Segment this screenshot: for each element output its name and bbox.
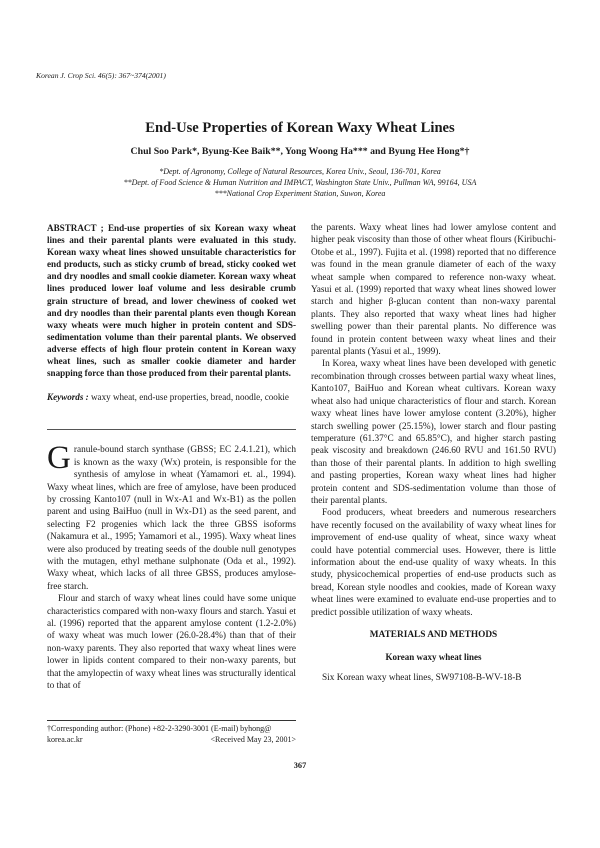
journal-citation: Korean J. Crop Sci. 46(5): 367~374(2001) xyxy=(36,71,166,80)
keywords-text: waxy wheat, end-use properties, bread, noodle, cookie xyxy=(90,392,289,403)
paper-title: End-Use Properties of Korean Waxy Wheat Lines xyxy=(145,120,455,136)
section-heading: MATERIALS AND METHODS xyxy=(369,630,498,640)
corresponding-footnote xyxy=(47,720,296,745)
affiliation-3: ***National Crop Experiment Station, Suwon, Korea xyxy=(214,189,386,199)
intro-paragraph-2: Flour and starch of waxy wheat lines could have some unique characteristics compared with non-waxy flours and starch. Yasui et al. (1996) reported that the apparent amylose content (1.2-2.0%) of waxy wheat was much lower (26.0-28.4%) than that of their non-waxy parents. They also reported that waxy wheat lines were lower in lipids content compared to their non-waxy parents, but that the amylopectin of waxy wheat lines was structurally identical to that of xyxy=(47,594,296,692)
author-list: Chul Soo Park*, Byung-Kee Baik**, Yong Woong Ha*** and Byung Hee Hong*† xyxy=(130,146,470,157)
corresponding-author: †Corresponding author: (Phone) +82-2-3290-3001 (E-mail) byhong@ xyxy=(47,724,272,733)
intro-paragraph-5: Food producers, wheat breeders and numerous researchers have recently focused on the availability of waxy wheat lines for improvement of end-use quality of wheat, since waxy wheat could have potential commercial uses. However, there is little information about the end-use quality of waxy wheats. In this study, physicochemical properties of end-use products such as bread, Korean style noodles and cookies, made of Korean waxy wheat lines were examined to evaluate end-use properties and to predict possible utilization of waxy wheats. xyxy=(311,508,556,618)
intro-paragraph-3: the parents. Waxy wheat lines had lower amylose content and higher peak viscosity than those of other wheat flours (Kiribuchi-Otobe et al., 1997). Fujita et al. (1998) reported that no difference was found in the mean granule diameter of each of the waxy wheat sample when compared to reference non-waxy wheat. Yasui et al. (1999) reported that waxy wheat lines showed lower starch and higher β-glucan content than non-waxy parental plants. They also reported that waxy wheat lines had higher swelling power than their parental plants. No difference was found in protein content between waxy wheat lines and their parental plants (Yasui et al., 1999). xyxy=(311,223,556,358)
intro-paragraph-4: In Korea, waxy wheat lines have been developed with genetic recombination through crosses between partial waxy wheat lines, Kanto107, BaiHuo and Korean wheat cultivars. Korean waxy wheat also had unique characteristics of flour and starch. Korean waxy wheat lines have lower amylose content (3.20%), higher starch swelling power (25.15%), lower starch and flour pasting temperature (61.37°C and 65.85°C), and higher starch pasting peak viscosity and breakdown (246.60 RVU and 161.50 RVU) than those of their parental plants. In addition to high swelling and pasting properties, Korean waxy wheat lines had higher protein content and SDS-sedimentation volume than those of their parental plants. xyxy=(311,359,556,506)
right-column xyxy=(311,222,556,684)
intro-paragraph-1-text: ranule-bound starch synthase (GBSS; EC 2.4.1.21), which is known as the waxy (Wx) protein, is responsible for the synthesis of amylose in wheat (Yamamori et. al., 1994). Waxy wheat lines, which are free of amylose, have been produced by crossing Kanto107 (null in Wx-A1 and Wx-B1) as the pollen parent and using BaiHuo (null in Wx-D1) as the seed parent, and selecting F2 progenies which lack the three GBSS isoforms (Nakamura et al., 1995; Yamamori et al., 1995). Waxy wheat lines were also produced by treating seeds of the double null genotypes with the mutagen, ethyl methane sulphonate (Oda et al., 1992). Waxy wheat, which lacks of all three GBSS, produces amylose-free starch. xyxy=(47,445,296,592)
keywords-label: Keywords : xyxy=(47,392,89,403)
intro-paragraph-1 xyxy=(47,440,296,593)
keywords xyxy=(47,391,296,403)
abstract: ABSTRACT ; End-use properties of six Korean waxy wheat lines and their parental plants were evaluated in this study. Korean waxy wheat lines showed unsuitable characteristics for end products, such as sticky crumb of bread, sticky cooked wet and dry noodles and small cookie diameter. Korean waxy wheat lines produced lower loaf volume and less desirable crumb grain structure of bread, and lower chewiness of cooked wet and dry noodles than their parental plants even though Korean waxy wheats were much higher in protein content and SDS-sedimentation volume than their parental plants. We observed adverse effects of high flour protein content in Korean waxy wheat lines, such as smaller cookie diameter and harder snapping force than those produced from their parental plants. xyxy=(47,223,296,379)
left-column xyxy=(47,222,296,692)
affiliation-1: *Dept. of Agronomy, College of Natural Resources, Korea Univ., Seoul, 136-701, Korea xyxy=(159,167,441,176)
methods-paragraph-1: Six Korean waxy wheat lines, SW97108-B-WV-18-B xyxy=(322,672,522,683)
affiliation-2: **Dept. of Food Science & Human Nutrition and IMPACT, Washington State Univ., Pullman WA, 99164, USA xyxy=(123,178,477,188)
drop-cap: G xyxy=(47,440,71,477)
page-number: 367 xyxy=(293,761,307,770)
corresponding-email: korea.ac.kr xyxy=(47,734,83,744)
abstract-divider xyxy=(47,429,296,430)
affiliations xyxy=(0,166,600,200)
received-date: <Received May 23, 2001> xyxy=(210,734,296,744)
subsection-heading: Korean waxy wheat lines xyxy=(385,652,482,663)
